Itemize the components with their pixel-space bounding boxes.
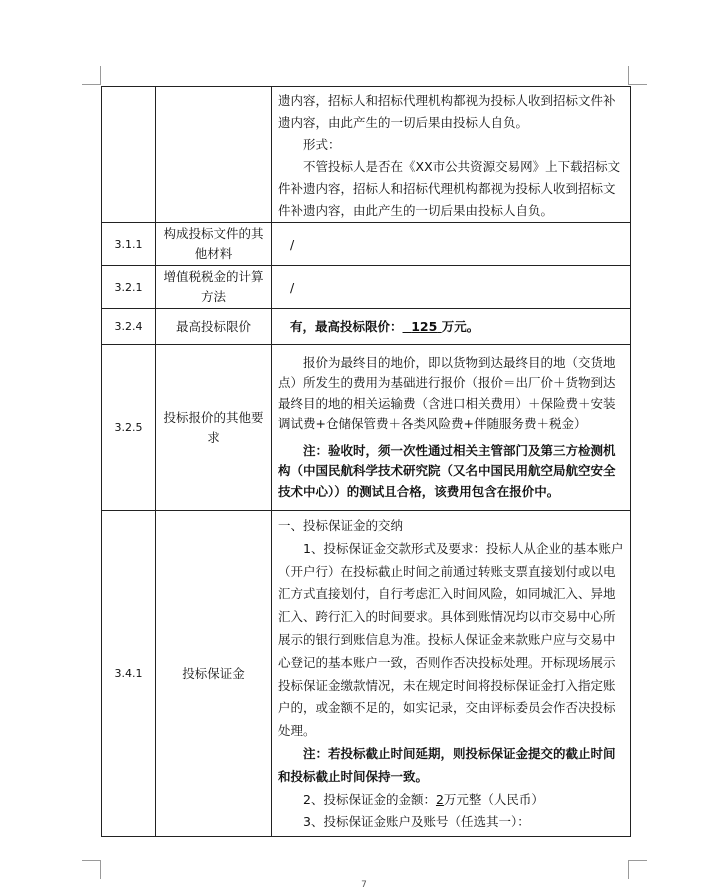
corner-mark-bottom-left: [82, 860, 101, 879]
clause-content-cell: [272, 266, 631, 309]
content-heading: 一、投标保证金的交纳: [278, 518, 404, 533]
content-paragraph: [278, 789, 625, 812]
corner-mark-top-right: [628, 66, 647, 85]
table-row: [102, 223, 631, 266]
clause-content-cell: [272, 511, 631, 837]
corner-mark-bottom-right: [628, 860, 647, 879]
clause-number-cell: 3.1.1: [102, 223, 156, 266]
table-row: [102, 345, 631, 511]
clause-item-cell: 构成投标文件的其他材料: [156, 223, 272, 266]
page-number: 7: [361, 880, 367, 890]
content-paragraph: 不管投标人是否在《XX市公共资源交易网》上下载招标文件补遗内容，招标人和招标代理机构都视为投标人收到招标文件补遗内容，由此产生的一切后果由投标人自负。: [278, 159, 621, 218]
clause-item-cell: 投标保证金: [156, 511, 272, 837]
content-paragraph: 报价为最终目的地价，即以货物到达最终目的地（交货地点）所发生的费用为基础进行报价（报价＝出厂价＋货物到达最终目的地的相关运输费（含进口相关费用）＋保险费＋安装调试费+仓储保管费＋各类风险费+伴随服务费＋税金）: [278, 354, 616, 432]
clause-item-cell: 增值税税金的计算方法: [156, 266, 272, 309]
content-paragraph: 3、投标保证金账户及账号（任选其一）：: [303, 814, 530, 830]
price-limit-prefix: 有，最高投标限价：: [290, 319, 403, 334]
content-note: 注：若投标截止时间延期，则投标保证金提交的截止时间和投标截止时间保持一致。: [278, 745, 616, 784]
price-limit-amount: [403, 319, 442, 334]
clause-content-cell: [272, 345, 631, 511]
table-row: [102, 87, 631, 223]
clause-item-cell: [156, 87, 272, 223]
price-limit-text: [278, 316, 625, 337]
content-paragraph: 形式：: [303, 137, 341, 152]
content-text: /: [290, 236, 295, 252]
bid-data-table: [101, 86, 631, 837]
content-text: /: [290, 279, 295, 295]
corner-mark-top-left: [82, 66, 101, 85]
deposit-amount-suffix: 万元整（人民币）: [443, 791, 544, 807]
clause-number-cell: 3.4.1: [102, 511, 156, 837]
content-paragraph: 1、投标保证金交款形式及要求：投标人从企业的基本账户（开户行）在投标截止时间之前通过转账支票直接划付或以电汇方式直接划付，自行考虑汇入时间风险，如同城汇入、异地汇入、跨行汇入的时间要求。具体到账情况均以市交易中心所展示的银行到账信息为准。投标人保证金来款账户应与交易中心登记的基本账户一致，否则作否决投标处理。开标现场展示投标保证金缴款情况，未在规定时间将投标保证金打入指定账户的，或金额不足的，如实记录，交由评标委员会作否决投标处理。: [278, 540, 624, 739]
content-note: 注：验收时，须一次性通过相关主管部门及第三方检测机构（中国民航科学技术研究院（又名中国民用航空局航空安全技术中心））的测试且合格，该费用包含在报价中。: [278, 442, 616, 499]
clause-number-cell: 3.2.5: [102, 345, 156, 511]
clause-content-cell: [272, 87, 631, 223]
table-row: [102, 266, 631, 309]
deposit-amount-value: 2: [435, 791, 444, 807]
clause-item-cell: 投标报价的其他要求: [156, 345, 272, 511]
clause-content-cell: [272, 309, 631, 345]
table-row: [102, 511, 631, 837]
price-limit-suffix: 万元。: [441, 319, 480, 334]
clause-item-cell: 最高投标限价: [156, 309, 272, 345]
table-row: [102, 309, 631, 345]
deposit-amount-prefix: 2、投标保证金的金额：: [303, 791, 436, 807]
clause-content-cell: [272, 223, 631, 266]
content-paragraph: 遗内容，招标人和招标代理机构都视为投标人收到招标文件补遗内容，由此产生的一切后果由投标人自负。: [278, 93, 616, 130]
price-limit-amount-value: 125: [411, 319, 438, 334]
clause-number-cell: 3.2.4: [102, 309, 156, 345]
clause-number-cell: 3.2.1: [102, 266, 156, 309]
clause-number-cell: [102, 87, 156, 223]
